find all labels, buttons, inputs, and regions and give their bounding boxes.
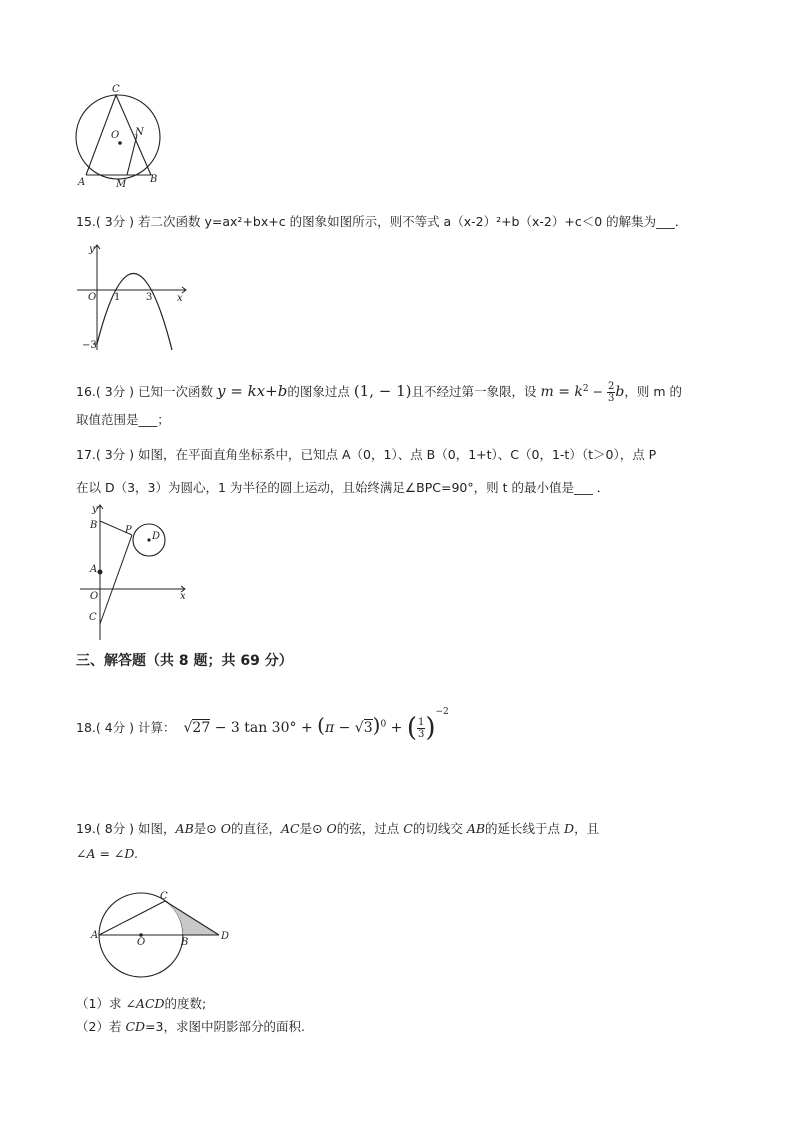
- variable-b: b: [615, 384, 625, 401]
- text: 的切线交: [412, 821, 467, 836]
- figure-q14-circle: [70, 80, 170, 190]
- question-17-line2: [76, 480, 609, 496]
- label-B: B: [90, 520, 98, 531]
- exponent: 0: [380, 719, 387, 730]
- question-17: [76, 447, 656, 463]
- tick-label-3: 3: [146, 292, 153, 303]
- text: （1）求: [76, 996, 126, 1011]
- paren-open: (: [406, 713, 417, 743]
- question-15: [76, 214, 687, 230]
- score: ( 3分 ): [95, 214, 139, 229]
- numerator: 1: [417, 716, 425, 728]
- section-heading: 三、解答题（共 8 题；共 69 分）: [76, 653, 293, 669]
- question-18: [76, 700, 449, 743]
- point-C: C: [403, 821, 413, 836]
- text: ，且: [574, 821, 600, 836]
- operator: +: [386, 720, 407, 736]
- origin-label: O: [90, 591, 99, 602]
- answer-blank: ___: [573, 480, 593, 495]
- label-C: C: [160, 891, 168, 902]
- label-B: B: [181, 937, 189, 948]
- score: ( 3分 ): [95, 447, 139, 462]
- text: 的延长线于点: [485, 821, 565, 836]
- operator: −: [588, 384, 608, 400]
- tick-label-1: 1: [114, 292, 121, 303]
- label-N: N: [135, 127, 144, 138]
- question-16-line2: [76, 412, 170, 428]
- text: 且不经过第一象限，设: [411, 384, 541, 400]
- score: ( 3分 ): [95, 384, 139, 400]
- figure-q17-coordinate: [80, 500, 200, 645]
- segment-AC: AC: [280, 821, 300, 836]
- text: 是⊙: [299, 821, 327, 836]
- text: ，则 m 的: [624, 384, 682, 400]
- score: ( 8分 ): [95, 821, 139, 836]
- exponent: −2: [435, 707, 449, 717]
- text: =3，求图中阴影部分的面积.: [145, 1019, 305, 1034]
- equation: y = kx+b: [217, 382, 288, 401]
- text: 如图，: [138, 821, 176, 836]
- radicand: 3: [363, 720, 373, 736]
- origin-label: O: [88, 292, 97, 303]
- denominator: 3: [608, 393, 615, 405]
- paren-open: (: [317, 713, 325, 737]
- expression: [183, 707, 449, 743]
- point: (1, − 1): [353, 382, 412, 401]
- text: 取值范围是: [76, 412, 139, 427]
- paren-close: ): [372, 713, 381, 737]
- question-number: 15.: [76, 214, 96, 229]
- text: 已知一次函数: [138, 384, 218, 400]
- question-19: [76, 821, 599, 837]
- label-M: M: [116, 179, 127, 190]
- score: ( 4分 ): [95, 720, 139, 735]
- text: （2）若: [76, 1019, 126, 1034]
- axis-label-y: y: [89, 244, 95, 255]
- question-number: 17.: [76, 447, 96, 462]
- text: 的度数;: [164, 996, 207, 1011]
- punctuation: ．: [674, 214, 688, 229]
- label-A: A: [78, 177, 86, 188]
- label-D: D: [152, 531, 161, 542]
- question-number: 18.: [76, 720, 96, 735]
- answer-blank: ___: [138, 412, 158, 427]
- text: 计算：: [138, 720, 176, 735]
- point-O: O: [220, 821, 231, 836]
- paren-close: ): [425, 713, 436, 743]
- text: 的直径，: [230, 821, 281, 836]
- sqrt-sign: √: [183, 720, 193, 736]
- text: 的图象过点: [287, 384, 354, 400]
- label-D: D: [221, 931, 230, 942]
- text: 如图，在平面直角坐标系中，已知点 A（0，1）、点 B（0，1+t）、C（0，1-t）（t＞0），点 P: [138, 447, 657, 462]
- angle-ACD: ∠ACD: [125, 996, 165, 1011]
- figure-q15-parabola: [74, 240, 194, 355]
- segment-CD: CD: [125, 1019, 146, 1034]
- tick-label-neg3: −3: [82, 340, 97, 351]
- label-A: A: [90, 564, 98, 575]
- denominator: 3: [417, 728, 425, 740]
- label-A: A: [91, 930, 99, 941]
- label-C: C: [89, 612, 97, 623]
- question-number: 16.: [76, 384, 96, 400]
- operator: − 3 tan 30° +: [210, 720, 318, 736]
- axis-label-x: x: [180, 591, 186, 602]
- question-number: 19.: [76, 821, 96, 836]
- punctuation: ；: [157, 412, 170, 427]
- segment-AB: AB: [466, 821, 486, 836]
- question-19-line2: ∠A = ∠D.: [76, 846, 138, 861]
- answer-blank: ___: [656, 214, 675, 229]
- label-O: O: [111, 130, 120, 141]
- label-C: C: [112, 84, 120, 95]
- radicand: 27: [192, 720, 211, 736]
- label-O: O: [137, 937, 146, 948]
- sqrt-sign: √: [354, 720, 364, 736]
- expression-m: m = k: [540, 384, 583, 401]
- exponent: 2: [582, 384, 589, 394]
- question-text: 若二次函数 y=ax²+bx+c 的图象如图所示，则不等式 a（x-2）²+b（x-2）+c＜0 的解集为: [138, 214, 657, 229]
- punctuation: ．: [592, 480, 610, 495]
- segment-AB: AB: [175, 821, 194, 836]
- label-B: B: [150, 174, 158, 185]
- question-19-part2: [76, 1019, 305, 1035]
- figure-q19-circle-tangent: [88, 888, 238, 978]
- text: 是⊙: [193, 821, 221, 836]
- axis-label-y: y: [92, 504, 98, 515]
- question-19-part1: [76, 996, 206, 1012]
- point-D: D: [564, 821, 575, 836]
- pi-term: π −: [324, 720, 355, 736]
- text: 在以 D（3，3）为圆心，1 为半径的圆上运动，且始终满足∠BPC=90°，则 t 的最小值是: [76, 480, 574, 495]
- axis-label-x: x: [177, 293, 183, 304]
- text: 的弦，过点: [336, 821, 404, 836]
- question-16: [76, 379, 682, 404]
- numerator: 2: [608, 381, 615, 393]
- label-P: P: [125, 525, 132, 536]
- point-O: O: [326, 821, 337, 836]
